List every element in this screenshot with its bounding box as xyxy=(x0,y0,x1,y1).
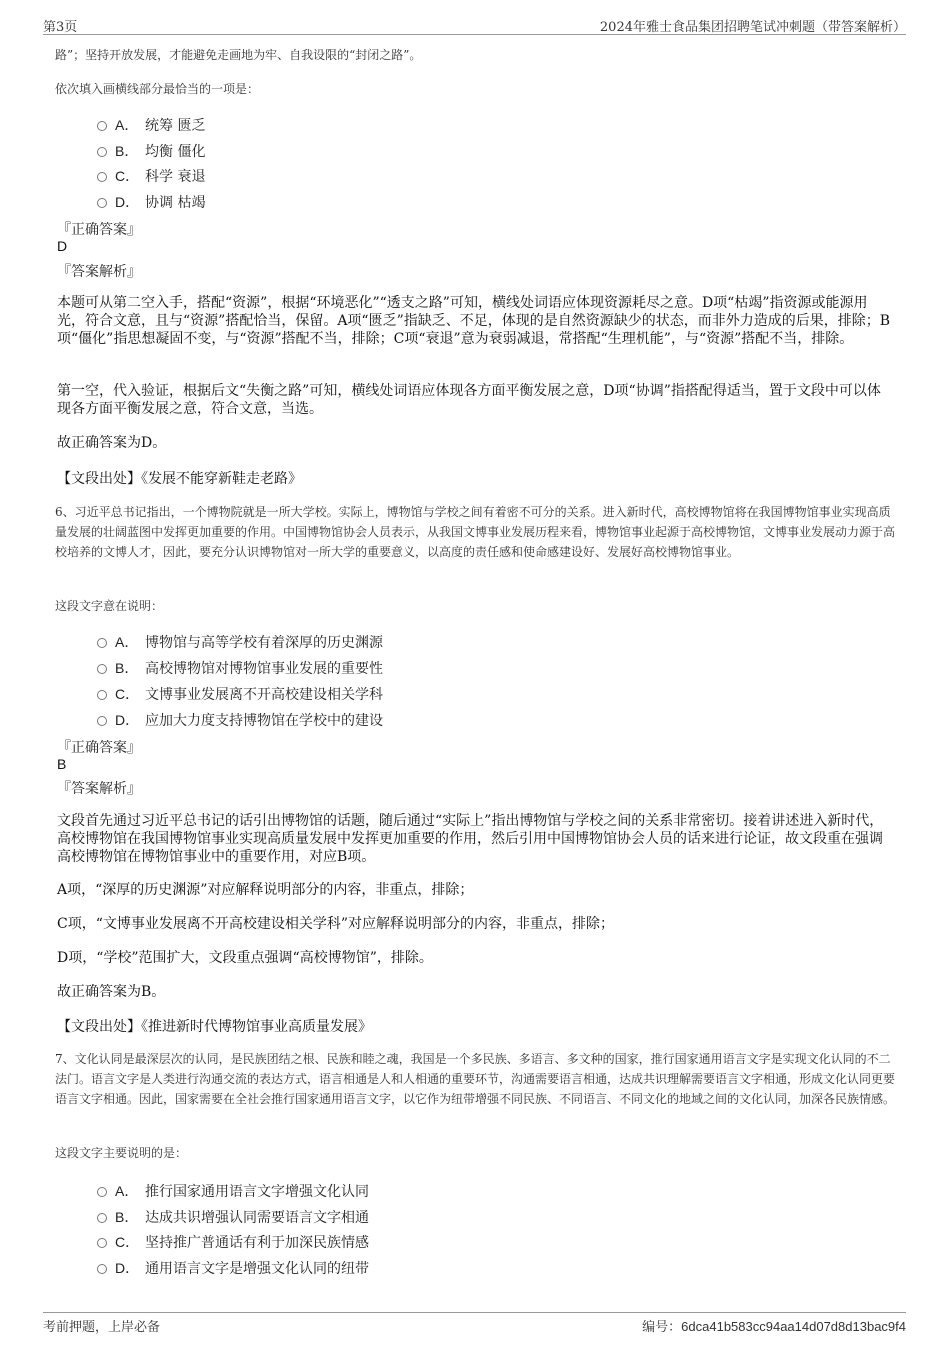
radio-icon[interactable] xyxy=(97,690,107,700)
q6-answer: B xyxy=(57,756,67,772)
q5-analysis-label: 『答案解析』 xyxy=(57,264,141,280)
radio-icon[interactable] xyxy=(97,1238,107,1248)
q5-option-c[interactable]: C． 科学 衰退 xyxy=(97,166,205,186)
q6-answer-label: 『正确答案』 xyxy=(57,740,141,756)
q6-option-d[interactable]: D． 应加大力度支持博物馆在学校中的建设 xyxy=(97,710,383,730)
q5-prompt: 依次填入画横线部分最恰当的一项是： xyxy=(55,82,260,96)
q6-analysis-paragraph: 文段首先通过习近平总书记的话引出博物馆的话题，随后通过“实际上”指出博物馆与学校之间的关系非常密切。接着讲述进入新时代，高校博物馆在我国博物馆事业实现高质量发展中发挥更加重要的作用，然后引用中国博物馆协会人员的话来进行论证，故文段重在强调高校博物馆在博物馆事业中的重要作用，对应B项。 xyxy=(57,813,884,865)
page-header xyxy=(43,14,906,35)
document-id xyxy=(642,1316,906,1335)
radio-icon[interactable] xyxy=(97,1264,107,1274)
radio-icon[interactable] xyxy=(97,1187,107,1197)
q6-option-b[interactable]: B． 高校博物馆对博物馆事业发展的重要性 xyxy=(97,658,383,678)
radio-icon[interactable] xyxy=(97,121,107,131)
document-id-value: 6dca41b583cc94aa14d07d8d13bac9f4 xyxy=(681,1319,906,1334)
page-number: 第3页 xyxy=(43,20,78,35)
q5-option-b[interactable]: B． 均衡 僵化 xyxy=(97,141,205,161)
page-footer xyxy=(43,1312,906,1335)
radio-icon[interactable] xyxy=(97,1213,107,1223)
q5-analysis-paragraph: 第一空，代入验证，根据后文“失衡之路”可知，横线处词语应体现各方面平衡发展之意，D项“协调”指搭配得适当，置于文段中可以体现各方面平衡发展之意，符合文意，当选。 xyxy=(57,383,881,417)
q5-option-a[interactable]: A． 统筹 匮乏 xyxy=(97,115,205,135)
q6-source: 【文段出处】《推进新时代博物馆事业高质量发展》 xyxy=(57,1019,372,1035)
q7-stem: 7、文化认同是最深层次的认同，是民族团结之根、民族和睦之魂，我国是一个多民族、多语言、多文种的国家，推行国家通用语言文字是实现文化认同的不二法门。语言文字是人类进行沟通交流的表达方式，语言相通是人和人相通的重要环节，沟通需要语言相通，达成共识理解需要语言文字相通，形成文化认同更要语言文字相通。因此，国家需要在全社会推行国家通用语言文字，以它作为纽带增强不同民族、不同语言、不同文化的地域之间的文化认同，加深各民族情感。 xyxy=(55,1052,896,1106)
q6-analysis-paragraph: D项，“学校”范围扩大，文段重点强调“高校博物馆”，排除。 xyxy=(57,950,433,966)
radio-icon[interactable] xyxy=(97,664,107,674)
q6-stem: 6、习近平总书记指出，一个博物院就是一所大学校。实际上，博物馆与学校之间有着密不可分的关系。进入新时代，高校博物馆将在我国博物馆事业实现高质量发展的壮阔蓝图中发挥更加重要的作用。中国博物馆协会人员表示，从我国文博事业发展历程来看，博物馆事业起源于高校博物馆，文博事业发展动力源于高校培养的文博人才，因此，要充分认识博物馆对一所大学的重要意义，以高度的责任感和使命感建设好、发展好高校博物馆事业。 xyxy=(55,505,896,559)
q6-option-c[interactable]: C． 文博事业发展离不开高校建设相关学科 xyxy=(97,684,383,704)
q5-answer: D xyxy=(57,238,68,254)
q5-analysis-conclusion: 故正确答案为D。 xyxy=(57,435,167,451)
q7-prompt: 这段文字主要说明的是： xyxy=(55,1146,188,1160)
q6-analysis-conclusion: 故正确答案为B。 xyxy=(57,984,166,1000)
radio-icon[interactable] xyxy=(97,172,107,182)
footer-slogan: 考前押题，上岸必备 xyxy=(43,1320,161,1335)
q6-analysis-label: 『答案解析』 xyxy=(57,781,141,797)
q6-analysis-paragraph: C项，“文博事业发展离不开高校建设相关学科”对应解释说明部分的内容，非重点，排除； xyxy=(57,916,615,932)
radio-icon[interactable] xyxy=(97,716,107,726)
q7-option-c[interactable]: C． 坚持推广普通话有利于加深民族情感 xyxy=(97,1232,369,1252)
q6-option-a[interactable]: A． 博物馆与高等学校有着深厚的历史渊源 xyxy=(97,632,383,652)
q5-source: 【文段出处】《发展不能穿新鞋走老路》 xyxy=(57,471,302,487)
q5-analysis-paragraph: 本题可从第二空入手，搭配“资源”，根据“环境恶化”“透支之路”可知，横线处词语应体现资源耗尽之意。D项“枯竭”指资源或能源用光，符合文意，且与“资源”搭配恰当，保留。A项“匮乏”指缺乏、不足，体现的是自然资源缺少的状态，而非外力造成的后果，排除；B项“僵化”指思想凝固不变，与“资源”搭配不当，排除；C项“衰退”意为衰弱减退，常搭配“生理机能”，与“资源”搭配不当，排除。 xyxy=(57,295,891,347)
q7-option-b[interactable]: B． 达成共识增强认同需要语言文字相通 xyxy=(97,1207,369,1227)
radio-icon[interactable] xyxy=(97,638,107,648)
document-title: 2024年雅士食品集团招聘笔试冲刺题（带答案解析） xyxy=(599,20,906,35)
q5-answer-label: 『正确答案』 xyxy=(57,222,141,238)
q7-option-d[interactable]: D． 通用语言文字是增强文化认同的纽带 xyxy=(97,1258,369,1278)
q5-option-d[interactable]: D． 协调 枯竭 xyxy=(97,192,205,212)
q6-analysis-paragraph: A项，“深厚的历史渊源”对应解释说明部分的内容，非重点，排除； xyxy=(57,882,474,898)
q7-option-a[interactable]: A． 推行国家通用语言文字增强文化认同 xyxy=(97,1181,369,1201)
radio-icon[interactable] xyxy=(97,198,107,208)
q6-prompt: 这段文字意在说明： xyxy=(55,599,164,613)
document-id-label: 编号： xyxy=(642,1320,682,1335)
q5-intro-tail: 路”；坚持开放发展，才能避免走画地为牢、自我设限的“封闭之路”。 xyxy=(55,48,422,62)
radio-icon[interactable] xyxy=(97,147,107,157)
